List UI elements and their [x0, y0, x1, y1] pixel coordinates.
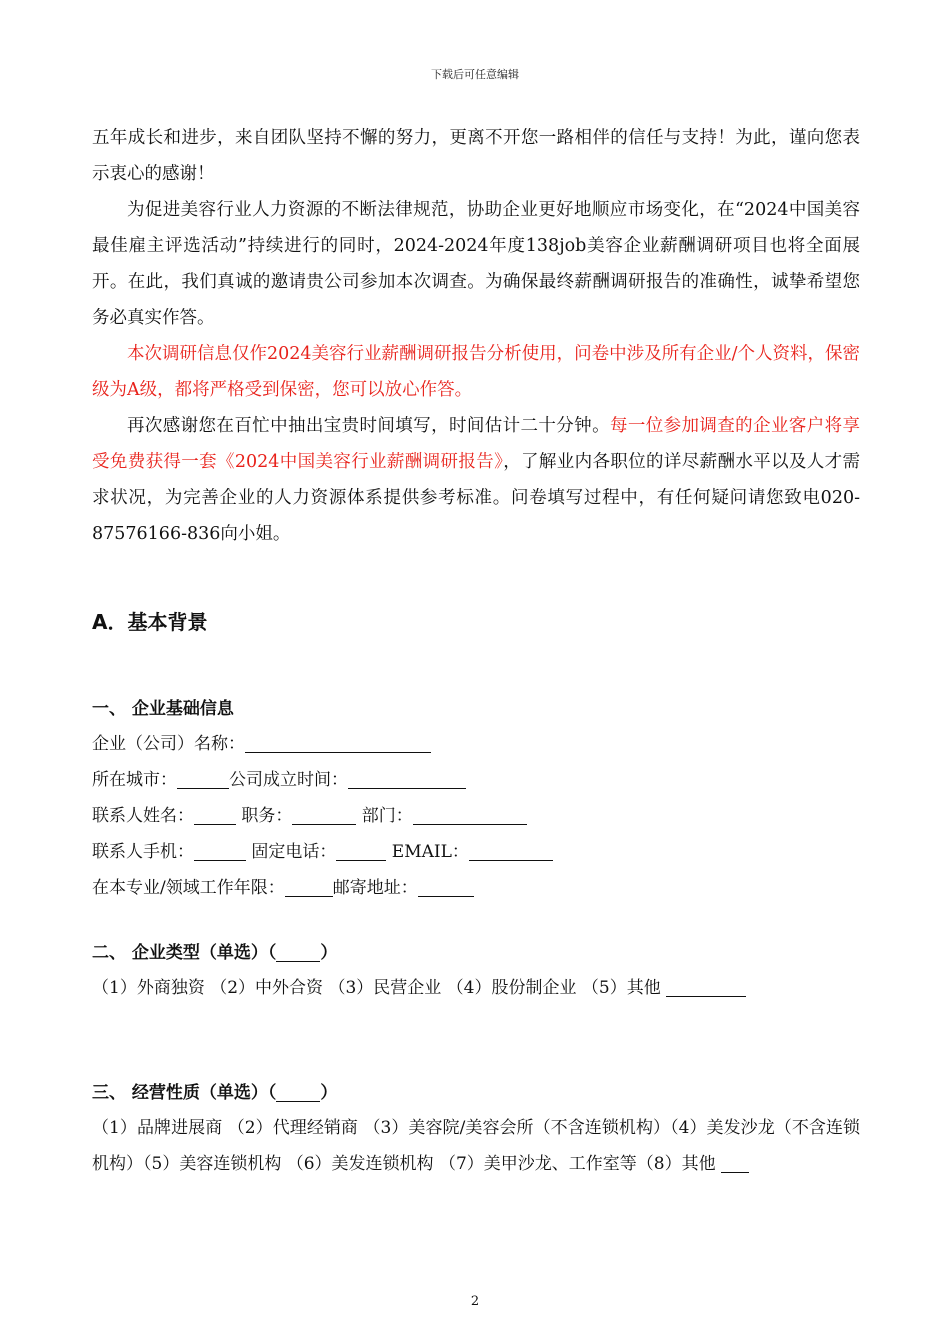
email-field[interactable]	[469, 840, 553, 861]
part3-title-text: 三、 经营性质（单选）（	[92, 1083, 277, 1103]
phone-row	[92, 834, 860, 870]
founded-field[interactable]	[348, 768, 466, 789]
free-report-offer: 每一位参加调查的企业客户将享受免费获得一套《2024中国美容行业薪酬调研报告》	[92, 416, 861, 472]
intro-paragraph-1: 五年成长和进步，来自团队坚持不懈的努力，更离不开您一路相伴的信任与支持！为此，谨向您表示衷心的感谢！	[92, 128, 860, 184]
contact-name-field[interactable]	[194, 804, 236, 825]
intro-paragraph-4	[92, 408, 860, 552]
confidentiality-notice: 本次调研信息仅作2024美容行业薪酬调研报告分析使用，问卷中涉及所有企业/个人资料，保密级为A级，都将严格受到保密，您可以放心作答。	[92, 344, 860, 400]
city-field[interactable]	[177, 768, 229, 789]
part2-other-field[interactable]	[666, 976, 746, 997]
address-label: 邮寄地址：	[332, 878, 418, 898]
founded-label: 公司成立时间：	[229, 770, 348, 790]
intro-paragraph-2: 为促进美容行业人力资源的不断法律规范，协助企业更好地顺应市场变化，在“2024中国美容最佳雇主评选活动”持续进行的同时，2024-2024年度138job美容企业薪酬调研项目也将全面展开。在此，我们真诚的邀请贵公司参加本次调查。为确保最终薪酬调研报告的准确性，诚挚希望您务必真实作答。	[92, 200, 860, 328]
mobile-field[interactable]	[194, 840, 246, 861]
position-field[interactable]	[292, 804, 356, 825]
part2-title	[92, 936, 860, 970]
thanks-text: 再次感谢您在百忙中抽出宝贵时间填写，时间估计二十分钟。	[127, 416, 610, 436]
contact-row	[92, 798, 860, 834]
city-row	[92, 762, 860, 798]
company-name-label: 企业（公司）名称：	[92, 734, 245, 754]
part3-title-end: ）	[320, 1083, 338, 1103]
part2-title-end: ）	[320, 943, 338, 963]
part1-title: 一、 企业基础信息	[92, 699, 234, 719]
contact-name-label: 联系人姓名：	[92, 806, 194, 826]
document-body	[92, 120, 860, 1182]
contact-text: ，了解业内各职位的详尽薪酬水平以及人才需求状况，为完善企业的人力资源体系提供参考标准。问卷填写过程中，有任何疑问请您致电020-87576166-836向小姐。	[92, 452, 860, 544]
part3-other-field[interactable]	[721, 1152, 749, 1173]
department-label: 部门：	[356, 806, 413, 826]
company-name-row	[92, 726, 860, 762]
city-label: 所在城市：	[92, 770, 177, 790]
years-row	[92, 870, 860, 906]
years-label: 在本专业/领域工作年限：	[92, 878, 285, 898]
part3-options	[92, 1110, 860, 1182]
part2-title-text: 二、 企业类型（单选）（	[92, 943, 277, 963]
mobile-label: 联系人手机：	[92, 842, 194, 862]
page-header: 下载后可任意编辑	[431, 68, 519, 81]
phone-label: 固定电话：	[246, 842, 337, 862]
years-field[interactable]	[285, 876, 333, 897]
part3-title	[92, 1076, 860, 1110]
section-a-title: A．基本背景	[92, 610, 208, 634]
part2-answer-field[interactable]	[276, 941, 320, 962]
part2-options-text: （1）外商独资 （2）中外合资 （3）民营企业 （4）股份制企业 （5）其他	[92, 978, 667, 998]
address-field[interactable]	[418, 876, 474, 897]
part2-options	[92, 970, 860, 1006]
company-name-field[interactable]	[245, 732, 431, 753]
department-field[interactable]	[413, 804, 527, 825]
phone-field[interactable]	[336, 840, 386, 861]
email-label: EMAIL：	[386, 842, 469, 862]
part3-answer-field[interactable]	[276, 1081, 320, 1102]
page-number: 2	[470, 1294, 480, 1309]
position-label: 职务：	[236, 806, 293, 826]
part3-options-text: （1）品牌进展商 （2）代理经销商 （3）美容院/美容会所（不含连锁机构）（4）美发沙龙（不含连锁机构）（5）美容连锁机构 （6）美发连锁机构 （7）美甲沙龙、工作室等（8）其他	[92, 1118, 860, 1174]
